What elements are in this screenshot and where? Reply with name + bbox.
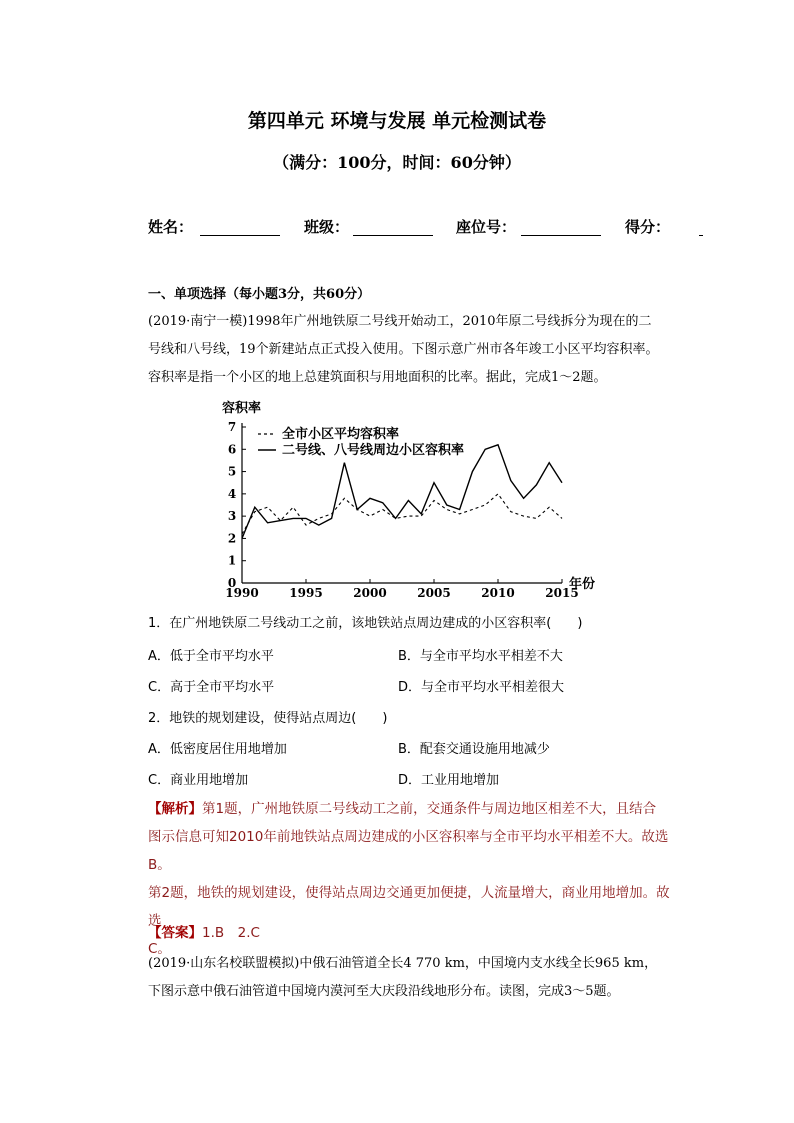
intro-line-3: 容积率是指一个小区的地上总建筑面积与用地面积的比率。据此，完成1～2题。: [148, 370, 607, 385]
analysis-line-4: C。: [148, 941, 171, 957]
intro-line-2: 号线和八号线，19个新建站点正式投入使用。下图示意广州市各年竣工小区平均容积率。: [148, 342, 659, 357]
analysis-line-3: 第2题，地铁的规划建设，使得站点周边交通更加便捷，人流量增大，商业用地增加。故选: [148, 885, 670, 929]
x-tick-label: 2015: [545, 586, 579, 600]
y-tick-label: 0: [227, 576, 237, 590]
y-tick-label: 5: [227, 464, 237, 479]
page-subtitle: （满分：100分，时间：60分钟）: [273, 153, 521, 172]
q2-option-d[interactable]: D．工业用地增加: [398, 773, 500, 788]
section-2-line-2: 下图示意中俄石油管道中国境内漠河至大庆段沿线地形分布。读图，完成3～5题。: [148, 984, 620, 999]
section-2-intro: [148, 950, 688, 1006]
analysis-tag: 【解析】: [148, 801, 202, 817]
x-tick-label: 2005: [417, 586, 451, 600]
q2-option-c[interactable]: C．商业用地增加: [148, 773, 249, 788]
q1-option-a[interactable]: A．低于全市平均水平: [148, 649, 274, 664]
score-label: 得分：: [625, 218, 671, 236]
chart-series: [242, 445, 562, 539]
analysis-line-2: 图示信息可知2010年前地铁站点周边建成的小区容积率与全市平均水平相差不大。故选B。: [148, 829, 669, 873]
analysis-line-1: 第1题，广州地铁原二号线动工之前，交通条件与周边地区相差不大，且结合: [202, 801, 657, 817]
chart-legend: [258, 426, 464, 458]
page-title: 第四单元 环境与发展 单元检测试卷: [247, 110, 547, 132]
q2-stem: 2．地铁的规划建设，使得站点周边( ): [148, 711, 388, 726]
q1-option-b[interactable]: B．与全市平均水平相差不大: [398, 649, 563, 664]
x-axis-label: 年份: [569, 577, 596, 592]
x-tick-label: 1990: [225, 586, 259, 600]
score-blank[interactable]: [699, 221, 703, 236]
y-tick-label: 7: [227, 420, 237, 434]
intro-line-1: (2019·南宁一模)1998年广州地铁原二号线开始动工，2010年原二号线拆分为现在的二: [148, 314, 652, 329]
x-tick-label: 2010: [481, 586, 515, 600]
section-1-intro: [148, 308, 668, 392]
q1-option-c[interactable]: C．高于全市平均水平: [148, 680, 275, 695]
name-label: 姓名：: [148, 218, 194, 236]
series-line-metro-lines: [242, 445, 562, 539]
y-tick-label: 2: [227, 531, 237, 546]
section-2-line-1: (2019·山东名校联盟模拟)中俄石油管道全长4 770 km，中国境内支水线全长965 km，: [148, 956, 658, 971]
answer-block: [148, 919, 678, 947]
class-blank[interactable]: [353, 221, 433, 236]
seat-blank[interactable]: [521, 221, 601, 236]
answer-tag: 【答案】: [148, 925, 202, 941]
floor-area-ratio-chart: [0, 395, 794, 615]
y-axis-label: 容积率: [222, 401, 262, 416]
class-label: 班级：: [304, 218, 350, 236]
y-tick-label: 4: [227, 486, 237, 501]
legend-item-city-average: 全市小区平均容积率: [282, 427, 400, 442]
x-tick-label: 1995: [289, 586, 323, 600]
q2-option-a[interactable]: A．低密度居住用地增加: [148, 742, 287, 757]
legend-item-metro-lines: 二号线、八号线周边小区容积率: [282, 443, 465, 458]
y-tick-label: 1: [227, 553, 237, 568]
y-tick-label: 6: [227, 442, 237, 457]
name-blank[interactable]: [200, 221, 280, 236]
answer-text: 1.B 2.C: [202, 925, 260, 941]
q1-stem: 1．在广州地铁原二号线动工之前，该地铁站点周边建成的小区容积率( ): [148, 616, 583, 631]
y-tick-label: 3: [227, 509, 237, 524]
x-tick-label: 2000: [353, 586, 387, 600]
series-line-city-average: [242, 494, 562, 534]
q1-option-d[interactable]: D．与全市平均水平相差很大: [398, 680, 565, 695]
section-1-title: 一、单项选择（每小题3分，共60分）: [148, 287, 371, 302]
seat-label: 座位号：: [456, 218, 517, 236]
q2-option-b[interactable]: B．配套交通设施用地减少: [398, 742, 550, 757]
